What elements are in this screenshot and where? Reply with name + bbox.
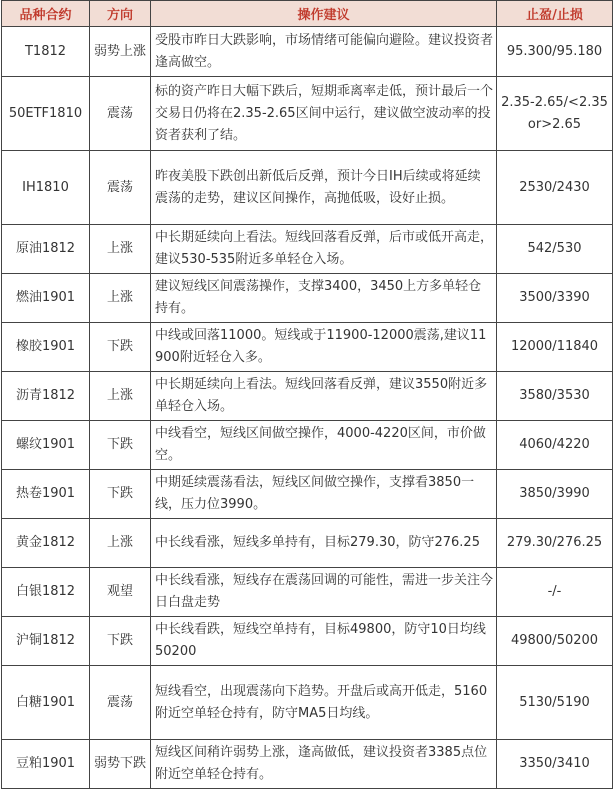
cell-direction: 上涨 [90, 225, 151, 274]
table-row [2, 372, 613, 421]
cell-contract: 燃油1901 [2, 274, 90, 323]
cell-direction: 下跌 [90, 323, 151, 372]
cell-target: 279.30/276.25 [497, 519, 613, 568]
cell-advice: 中线或回落11000。短线或于11900-12000震荡,建议11900附近轻仓入多。 [151, 323, 497, 372]
cell-contract: 白糖1901 [2, 666, 90, 740]
cell-advice: 建议短线区间震荡操作，支撑3400，3450上方多单轻仓持有。 [151, 274, 497, 323]
table-row [2, 519, 613, 568]
cell-target: -/- [497, 568, 613, 617]
cell-contract: T1812 [2, 27, 90, 77]
cell-target: 3580/3530 [497, 372, 613, 421]
cell-target: 4060/4220 [497, 421, 613, 470]
cell-direction: 上涨 [90, 274, 151, 323]
cell-target: 3350/3410 [497, 740, 613, 789]
cell-advice: 短线看空，出现震荡向下趋势。开盘后或高开低走，5160附近空单轻仓持有，防守MA5日均线。 [151, 666, 497, 740]
cell-advice: 昨夜美股下跌创出新低后反弹，预计今日IH后续或将延续震荡的走势，建议区间操作，高抛低吸，设好止损。 [151, 151, 497, 225]
cell-target: 3850/3990 [497, 470, 613, 519]
table-row [2, 151, 613, 225]
cell-target: 2.35-2.65/<2.35or>2.65 [497, 77, 613, 151]
futures-advice-table [1, 0, 613, 789]
cell-advice: 中长期延续向上看法。短线回落看反弹，建议3550附近多单轻仓入场。 [151, 372, 497, 421]
cell-target: 542/530 [497, 225, 613, 274]
table-row [2, 740, 613, 789]
table-header-row [2, 1, 613, 27]
header-contract: 品种合约 [2, 1, 90, 27]
table-row [2, 225, 613, 274]
cell-advice: 标的资产昨日大幅下跌后，短期乖离率走低，预计最后一个交易日仍将在2.35-2.65区间中运行，建议做空波动率的投资者获利了结。 [151, 77, 497, 151]
cell-direction: 弱势上涨 [90, 27, 151, 77]
table-row [2, 617, 613, 666]
table-row [2, 666, 613, 740]
cell-contract: 沥青1812 [2, 372, 90, 421]
cell-advice: 中期延续震荡看法，短线区间做空操作，支撑看3850一线，压力位3990。 [151, 470, 497, 519]
cell-contract: 豆粕1901 [2, 740, 90, 789]
table-row [2, 421, 613, 470]
cell-contract: 白银1812 [2, 568, 90, 617]
cell-direction: 下跌 [90, 470, 151, 519]
cell-contract: 黄金1812 [2, 519, 90, 568]
header-advice: 操作建议 [151, 1, 497, 27]
cell-contract: IH1810 [2, 151, 90, 225]
cell-target: 3500/3390 [497, 274, 613, 323]
cell-advice: 中长线看涨，短线存在震荡回调的可能性，需进一步关注今日白盘走势 [151, 568, 497, 617]
cell-direction: 上涨 [90, 372, 151, 421]
cell-contract: 原油1812 [2, 225, 90, 274]
cell-advice: 中长线看跌，短线空单持有，目标49800，防守10日均线50200 [151, 617, 497, 666]
cell-direction: 震荡 [90, 151, 151, 225]
table-row [2, 470, 613, 519]
header-target: 止盈/止损 [497, 1, 613, 27]
table-row [2, 323, 613, 372]
cell-target: 95.300/95.180 [497, 27, 613, 77]
cell-target: 2530/2430 [497, 151, 613, 225]
cell-direction: 震荡 [90, 77, 151, 151]
cell-direction: 观望 [90, 568, 151, 617]
cell-contract: 沪铜1812 [2, 617, 90, 666]
cell-direction: 上涨 [90, 519, 151, 568]
header-direction: 方向 [90, 1, 151, 27]
cell-contract: 热卷1901 [2, 470, 90, 519]
table-row [2, 274, 613, 323]
cell-contract: 螺纹1901 [2, 421, 90, 470]
cell-direction: 弱势下跌 [90, 740, 151, 789]
cell-target: 5130/5190 [497, 666, 613, 740]
cell-advice: 中长期延续向上看法。短线回落看反弹，后市或低开高走，建议530-535附近多单轻仓入场。 [151, 225, 497, 274]
cell-advice: 短线区间稍许弱势上涨，逢高做低，建议投资者3385点位附近空单轻仓持有。 [151, 740, 497, 789]
table-row [2, 568, 613, 617]
cell-contract: 橡胶1901 [2, 323, 90, 372]
cell-target: 49800/50200 [497, 617, 613, 666]
cell-advice: 中线看空，短线区间做空操作，4000-4220区间，市价做空。 [151, 421, 497, 470]
cell-contract: 50ETF1810 [2, 77, 90, 151]
cell-advice: 中长线看涨，短线多单持有，目标279.30，防守276.25 [151, 519, 497, 568]
cell-direction: 震荡 [90, 666, 151, 740]
cell-direction: 下跌 [90, 617, 151, 666]
cell-target: 12000/11840 [497, 323, 613, 372]
table-row [2, 77, 613, 151]
cell-direction: 下跌 [90, 421, 151, 470]
table-row [2, 27, 613, 77]
cell-advice: 受股市昨日大跌影响，市场情绪可能偏向避险。建议投资者逢高做空。 [151, 27, 497, 77]
